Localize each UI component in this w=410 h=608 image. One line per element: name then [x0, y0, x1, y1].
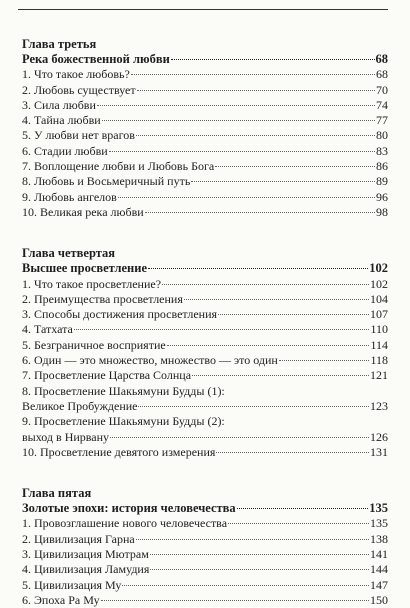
toc-entry-title: 8. Любовь и Восьмеричный путь — [22, 174, 191, 189]
toc-entry-title: 2. Любовь существует — [22, 82, 136, 97]
toc-page-number: 135 — [370, 516, 388, 531]
toc-page-number: 123 — [370, 398, 388, 413]
toc-page-number: 96 — [376, 189, 388, 204]
dot-leader — [150, 554, 369, 555]
dot-leader — [74, 329, 370, 330]
toc-entry-title: 5. У любви нет врагов — [22, 128, 135, 143]
toc-page-number: 138 — [370, 531, 388, 546]
dot-leader — [136, 539, 369, 540]
toc-entry-title: 10. Просветление девятого измерения — [22, 444, 216, 459]
toc-entry — [22, 516, 388, 531]
toc-page-number: 126 — [370, 429, 388, 444]
chapter-label: Глава пятая — [22, 486, 92, 501]
toc-entry — [22, 83, 388, 98]
toc-entry-title: 1. Что такое просветление? — [22, 276, 162, 291]
toc-entry-title: 1. Что такое любовь? — [22, 67, 130, 82]
dot-leader — [145, 212, 375, 213]
toc-entry-title: 8. Просветление Шакьямуни Будды (1): — [22, 383, 225, 398]
toc-page-number: 77 — [376, 113, 388, 128]
toc-entry — [22, 292, 388, 307]
dot-leader — [216, 452, 369, 453]
toc-entry-title: 4. Татхата — [22, 322, 73, 337]
toc-entry-title: 5. Безграничное восприятие — [22, 337, 166, 352]
chapter-section — [22, 37, 388, 220]
top-rule — [18, 9, 388, 10]
toc-entry — [22, 593, 388, 608]
toc-entry-title-cont: выход в Нирвану — [22, 429, 110, 444]
toc-entry-title: 3. Способы достижения просветления — [22, 307, 218, 322]
toc-entry-title: 7. Просветление Царства Солнца — [22, 368, 192, 383]
chapter-title: Река божественной любви — [22, 52, 170, 66]
dot-leader — [138, 406, 369, 407]
toc-entry — [22, 430, 388, 445]
dot-leader — [228, 523, 369, 524]
chapter-title-row — [22, 261, 388, 276]
toc-page-number: 121 — [370, 368, 388, 383]
toc-entry — [22, 307, 388, 322]
dot-leader — [237, 508, 369, 509]
dot-leader — [102, 120, 375, 121]
toc-entry-title: 5. Цивилизация Му — [22, 577, 122, 592]
dot-leader — [122, 585, 369, 586]
chapter-title-row — [22, 52, 388, 67]
toc-entry — [22, 399, 388, 414]
toc-entry — [22, 547, 388, 562]
toc-entry-title: 4. Цивилизация Ламудия — [22, 562, 150, 577]
chapter-section — [22, 486, 388, 608]
dot-leader — [137, 90, 375, 91]
dot-leader — [136, 135, 375, 136]
toc-entry — [22, 368, 388, 383]
chapter-title: Высшее просветление — [22, 261, 148, 276]
toc-entry — [22, 562, 388, 577]
toc-entry — [22, 277, 388, 292]
toc-entry-title: 7. Воплощение любви и Любовь Бога — [22, 159, 215, 174]
dot-leader — [110, 437, 369, 438]
toc-page-number: 110 — [370, 322, 388, 337]
toc-entry-title: 9. Любовь ангелов — [22, 189, 117, 204]
dot-leader — [109, 151, 375, 152]
chapter-section — [22, 246, 388, 460]
dot-leader — [171, 59, 375, 60]
dot-leader — [162, 284, 369, 285]
toc-entry — [22, 159, 388, 174]
toc-page-number: 144 — [370, 562, 388, 577]
toc-entry — [22, 128, 388, 143]
dot-leader — [148, 268, 368, 269]
toc-page-number: 131 — [370, 444, 388, 459]
toc-entry — [22, 322, 388, 337]
toc-entry — [22, 174, 388, 189]
chapter-page-number: 135 — [369, 501, 388, 516]
toc-page-number: 114 — [370, 337, 388, 352]
toc-page-number: 141 — [370, 547, 388, 562]
toc-entry — [22, 67, 388, 82]
dot-leader — [167, 345, 370, 346]
toc-page-number: 68 — [376, 67, 388, 82]
toc-entry-title: 6. Стадии любви — [22, 143, 108, 158]
dot-leader — [101, 600, 369, 601]
toc-entry — [22, 353, 388, 368]
toc-entry — [22, 532, 388, 547]
toc-entry-title: 2. Цивилизация Гарна — [22, 531, 135, 546]
dot-leader — [279, 360, 370, 361]
dot-leader — [131, 74, 375, 75]
toc-page-number: 150 — [370, 592, 388, 607]
toc-page-number: 74 — [376, 97, 388, 112]
toc-entry-title: 10. Великая река любви — [22, 204, 144, 219]
toc-entry — [22, 144, 388, 159]
toc-page-number: 107 — [370, 307, 388, 322]
toc-entry — [22, 578, 388, 593]
dot-leader — [215, 166, 375, 167]
toc-page-number: 118 — [370, 353, 388, 368]
toc-entry — [22, 190, 388, 205]
toc-entry-title: 3. Сила любви — [22, 97, 96, 112]
dot-leader — [218, 314, 369, 315]
toc-entry-title: 6. Один — это множество, множество — это один — [22, 353, 278, 368]
toc-entry-title: 1. Провозглашение нового человечества — [22, 516, 228, 531]
dot-leader — [191, 181, 375, 182]
chapter-title: Золотые эпохи: история человечества — [22, 501, 236, 516]
table-of-contents — [22, 37, 388, 608]
toc-page-number: 89 — [376, 174, 388, 189]
dot-leader — [97, 105, 375, 106]
toc-entry-title: 4. Тайна любви — [22, 113, 101, 128]
chapter-title-row — [22, 501, 388, 516]
chapter-label: Глава третья — [22, 37, 97, 51]
dot-leader — [184, 299, 369, 300]
toc-page-number: 80 — [376, 128, 388, 143]
toc-page-number: 83 — [376, 143, 388, 158]
toc-page-number: 102 — [370, 276, 388, 291]
chapter-page-number: 102 — [369, 261, 388, 276]
toc-page-number: 70 — [376, 82, 388, 97]
toc-page-number: 86 — [376, 159, 388, 174]
chapter-label: Глава четвертая — [22, 246, 116, 261]
chapter-page-number: 68 — [375, 52, 388, 66]
toc-entry-title-cont: Великое Пробуждение — [22, 398, 138, 413]
toc-entry-title: 2. Преимущества просветления — [22, 291, 183, 306]
dot-leader — [150, 569, 369, 570]
toc-entry — [22, 445, 388, 460]
toc-entry-title: 9. Просветление Шакьямуни Будды (2): — [22, 414, 225, 429]
toc-page-number: 104 — [370, 291, 388, 306]
toc-entry — [22, 338, 388, 353]
toc-entry — [22, 113, 388, 128]
toc-entry-title: 3. Цивилизация Мютрам — [22, 547, 149, 562]
toc-entry-title: 6. Эпоха Ра Му — [22, 592, 100, 607]
toc-entry — [22, 98, 388, 113]
dot-leader — [118, 197, 375, 198]
toc-page-number: 147 — [370, 577, 388, 592]
toc-page-number: 98 — [376, 204, 388, 219]
dot-leader — [192, 375, 369, 376]
toc-entry — [22, 205, 388, 220]
